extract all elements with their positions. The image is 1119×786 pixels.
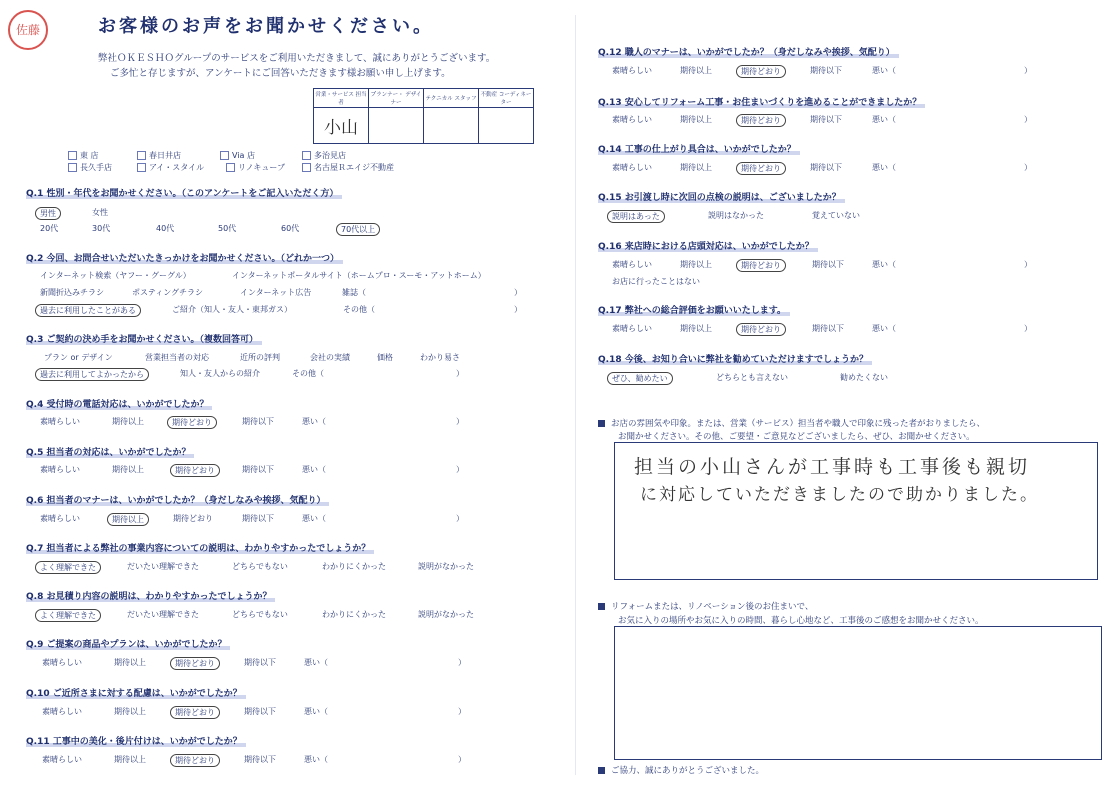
answer-option[interactable]: 期待以上 [114, 658, 146, 667]
question-10: Q.10 ご近所さまに対する配慮は、いかがでしたか？ [26, 686, 246, 699]
answer-option[interactable]: 素晴らしい [612, 115, 652, 124]
answer-option[interactable]: わかりにくかった [322, 562, 386, 571]
answer-option[interactable]: 素晴らしい [612, 260, 652, 269]
answer-option[interactable]: 会社の実績 [310, 353, 350, 362]
answer-option[interactable]: 素晴らしい [612, 324, 652, 333]
question-5: Q.5 担当者の対応は、いかがでしたか？ [26, 445, 194, 458]
staff-table [313, 88, 534, 144]
answer-option[interactable]: 悪い（ [872, 260, 896, 269]
answer-option[interactable]: ご紹介（知人・友人・東邦ガス） [172, 305, 292, 314]
paren-close: ） [456, 417, 464, 426]
answer-option[interactable]: 期待以下 [242, 465, 274, 474]
answer-option[interactable]: 期待以下 [242, 514, 274, 523]
staff-value-realestate[interactable] [479, 108, 534, 144]
answer-option[interactable]: 説明がなかった [418, 562, 474, 571]
answer-option[interactable]: わかり易さ [420, 353, 460, 362]
answer-option[interactable]: だいたい理解できた [127, 610, 199, 619]
answer-option[interactable]: 悪い（ [872, 163, 896, 172]
answer-option[interactable]: 説明がなかった [418, 610, 474, 619]
paren-close: ） [458, 707, 466, 716]
answer-option[interactable]: 期待どおり [173, 514, 213, 523]
checkbox[interactable] [137, 151, 146, 160]
answer-option[interactable]: 期待どおり [736, 65, 786, 78]
comment-box-2[interactable] [614, 626, 1102, 760]
answer-option[interactable]: その他（ [343, 305, 375, 314]
checkbox[interactable] [220, 151, 229, 160]
answer-option[interactable]: 素晴らしい [40, 417, 80, 426]
answer-option[interactable]: 期待どおり [167, 416, 217, 429]
answer-option[interactable]: どちらとも言えない [716, 373, 788, 382]
question-17: Q.17 弊社への総合評価をお願いいたします。 [598, 303, 790, 316]
answer-option[interactable]: 悪い（ [302, 514, 326, 523]
staff-header-planner: プランナー・ デザイナー [369, 89, 424, 108]
square-bullet-icon [598, 603, 605, 610]
checkbox[interactable] [302, 163, 311, 172]
answer-option[interactable]: 期待以上 [680, 260, 712, 269]
paren-close: ） [456, 369, 464, 378]
question-15: Q.15 お引渡し時に次回の点検の説明は、ございましたか？ [598, 190, 845, 203]
intro-line-2: ご多忙と存じますが、アンケートにご回答いただきます様お願い申し上げます。 [110, 68, 451, 79]
checkbox[interactable] [226, 163, 235, 172]
staff-header-sales: 営業・サービス 担当者 [314, 89, 369, 108]
answer-option[interactable]: 期待以下 [242, 417, 274, 426]
question-12: Q.12 職人のマナーは、いかがでしたか？（身だしなみや挨拶、気配り） [598, 45, 899, 58]
answer-option[interactable]: 営業担当者の対応 [145, 353, 209, 362]
answer-option[interactable]: 期待以上 [114, 707, 146, 716]
store-option[interactable]: 春日井店 [137, 150, 181, 161]
question-4: Q.4 受付時の電話対応は、いかがでしたか？ [26, 397, 212, 410]
answer-option[interactable]: 期待以下 [812, 324, 844, 333]
store-option[interactable]: 名古屋Ｒエイジ不動産 [302, 162, 394, 173]
square-bullet-icon [598, 420, 605, 427]
comment-prompt-1: お店の雰囲気や印象。または、営業（サービス）担当者や職人で印象に残った者がおりましたら、 [598, 417, 985, 429]
answer-option[interactable]: 期待以下 [812, 260, 844, 269]
answer-option[interactable]: 説明はあった [607, 210, 665, 223]
store-option[interactable]: アイ・スタイル [137, 162, 204, 173]
answer-option[interactable]: 悪い（ [302, 417, 326, 426]
staff-header-technical: テクニカル スタッフ [424, 89, 479, 108]
answer-option[interactable]: 期待どおり [170, 657, 220, 670]
answer-option[interactable]: 素晴らしい [42, 658, 82, 667]
answer-option[interactable]: 素晴らしい [42, 755, 82, 764]
question-14: Q.14 工事の仕上がり具合は、いかがでしたか？ [598, 142, 800, 155]
page-title: お客様のお声をお聞かせください。 [98, 16, 434, 37]
answer-option[interactable]: 勧めたくない [840, 373, 888, 382]
paren-close: ） [1024, 163, 1032, 172]
store-option[interactable]: 長久手店 [68, 162, 112, 173]
question-3: Q.3 ご契約の決め手をお聞かせください。（複数回答可） [26, 332, 262, 345]
answer-option[interactable]: 悪い（ [872, 66, 896, 75]
answer-option[interactable]: 女性 [92, 208, 108, 217]
answer-option[interactable]: よく理解できた [35, 561, 101, 574]
question-13: Q.13 安心してリフォーム工事・お住まいづくりを進めることができましたか？ [598, 95, 925, 108]
checkbox[interactable] [68, 163, 77, 172]
answer-option[interactable]: よく理解できた [35, 609, 101, 622]
answer-option[interactable]: 覚えていない [812, 211, 860, 220]
answer-option[interactable]: 素晴らしい [40, 514, 80, 523]
question-6: Q.6 担当者のマナーは、いかがでしたか？（身だしなみや挨拶、気配り） [26, 493, 329, 506]
answer-option[interactable]: 期待以上 [680, 163, 712, 172]
answer-option[interactable]: 期待以上 [112, 465, 144, 474]
answer-option[interactable]: どちらでもない [232, 562, 288, 571]
answer-option[interactable]: 期待どおり [170, 464, 220, 477]
paren-close: ） [1024, 260, 1032, 269]
answer-option[interactable]: 期待どおり [736, 114, 786, 127]
square-bullet-icon [598, 767, 605, 774]
answer-option[interactable]: 期待以下 [810, 66, 842, 75]
paren-close: ） [1024, 324, 1032, 333]
answer-option[interactable]: 期待どおり [736, 259, 786, 272]
answer-option[interactable]: 素晴らしい [612, 66, 652, 75]
answer-option[interactable]: 期待どおり [736, 162, 786, 175]
staff-value-planner[interactable] [369, 108, 424, 144]
paren-close: ） [456, 465, 464, 474]
answer-option[interactable]: 新聞折込みチラシ [40, 288, 104, 297]
paren-close: ） [1024, 115, 1032, 124]
answer-option[interactable]: 期待以下 [810, 115, 842, 124]
answer-option[interactable]: 悪い（ [304, 658, 328, 667]
question-2: Q.2 今回、お問合せいただいたきっかけをお聞かせください。（どれか一つ） [26, 251, 343, 264]
answer-option[interactable]: お店に行ったことはない [612, 277, 700, 286]
answer-option[interactable]: 期待以上 [680, 324, 712, 333]
question-18: Q.18 今後、お知り合いに弊社を勧めていただけますでしょうか？ [598, 352, 872, 365]
comment-prompt-2: リフォームまたは、リノベーション後のお住まいで、 [598, 600, 813, 612]
answer-option[interactable]: 期待以下 [810, 163, 842, 172]
answer-option[interactable]: 期待どおり [170, 754, 220, 767]
staff-header-realestate: 不動産 コーディネーター [479, 89, 534, 108]
staff-value-sales[interactable]: 小山 [314, 108, 369, 144]
answer-option[interactable]: 期待どおり [170, 706, 220, 719]
answer-option[interactable]: 素晴らしい [42, 707, 82, 716]
answer-option[interactable]: どちらでもない [232, 610, 288, 619]
answer-option[interactable]: 期待以上 [107, 513, 149, 526]
answer-option[interactable]: 期待以上 [112, 417, 144, 426]
answer-option[interactable]: 30代 [92, 224, 111, 233]
paren-close: ） [1024, 66, 1032, 75]
answer-option[interactable]: 男性 [35, 207, 61, 220]
answer-option[interactable]: ぜひ、勧めたい [607, 372, 673, 385]
answer-option[interactable]: 説明はなかった [708, 211, 764, 220]
answer-option[interactable]: だいたい理解できた [127, 562, 199, 571]
answer-option[interactable]: 素晴らしい [612, 163, 652, 172]
paren-close: ） [514, 305, 522, 314]
store-option[interactable]: 多治見店 [302, 150, 346, 161]
answer-option[interactable]: 悪い（ [872, 115, 896, 124]
staff-value-technical[interactable] [424, 108, 479, 144]
store-option[interactable]: リノキューブ [226, 162, 285, 173]
answer-option[interactable]: インターネットポータルサイト（ホームプロ・スーモ・アットホーム） [232, 271, 486, 280]
checkbox[interactable] [302, 151, 311, 160]
question-11: Q.11 工事中の美化・後片付けは、いかがでしたか？ [26, 734, 246, 747]
answer-option[interactable]: 期待以下 [244, 707, 276, 716]
answer-option[interactable]: 悪い（ [872, 324, 896, 333]
answer-option[interactable]: 素晴らしい [40, 465, 80, 474]
paren-close: ） [514, 288, 522, 297]
stamp-text: 佐藤 [15, 22, 40, 37]
store-option[interactable]: Via 店 [220, 150, 255, 161]
answer-option[interactable]: 40代 [156, 224, 175, 233]
answer-option[interactable]: インターネット広告 [240, 288, 312, 297]
answer-option[interactable]: 雑誌（ [342, 288, 366, 297]
answer-option[interactable]: 50代 [218, 224, 237, 233]
name-seal-stamp [8, 10, 48, 50]
answer-option[interactable]: 悪い（ [302, 465, 326, 474]
question-1: Q.1 性別・年代をお聞かせください。（このアンケートをご記入いただく方） [26, 186, 342, 199]
answer-option[interactable]: 期待以上 [680, 66, 712, 75]
column-divider [575, 15, 576, 775]
answer-option[interactable]: 期待以上 [114, 755, 146, 764]
answer-option[interactable]: 価格 [377, 353, 393, 362]
answer-option[interactable]: 近所の評判 [240, 353, 280, 362]
question-9: Q.9 ご提案の商品やプランは、いかがでしたか？ [26, 637, 230, 650]
comment-prompt-2b: お気に入りの場所やお気に入りの時間、暮らし心地など、工事後のご感想をお聞かせください。 [618, 616, 984, 626]
question-16: Q.16 来店時における店頭対応は、いかがでしたか？ [598, 239, 818, 252]
store-option[interactable]: 東 店 [68, 150, 99, 161]
answer-option[interactable]: 知人・友人からの紹介 [180, 369, 260, 378]
answer-option[interactable]: 期待以上 [680, 115, 712, 124]
answer-option[interactable]: わかりにくかった [322, 610, 386, 619]
paren-close: ） [458, 658, 466, 667]
closing-message: ご協力、誠にありがとうございました。 [598, 764, 764, 776]
answer-option[interactable]: 期待どおり [736, 323, 786, 336]
question-7: Q.7 担当者による弊社の事業内容についての説明は、わかりやすかったでしょうか？ [26, 541, 374, 554]
answer-option[interactable]: 70代以上 [336, 223, 380, 236]
answer-option[interactable]: 期待以下 [244, 658, 276, 667]
checkbox[interactable] [68, 151, 77, 160]
comment-prompt-1b: お聞かせください。その他、ご要望・ご意見などございましたら、ぜひ、お聞かせください。 [618, 432, 975, 442]
answer-option[interactable]: 期待以下 [244, 755, 276, 764]
answer-option[interactable]: 過去に利用したことがある [35, 304, 141, 317]
question-8: Q.8 お見積り内容の説明は、わかりやすかったでしょうか？ [26, 589, 275, 602]
handwritten-comment-line-2: に対応していただきましたので助かりました。 [640, 485, 1039, 505]
paren-close: ） [458, 755, 466, 764]
answer-option[interactable]: プラン or デザイン [44, 353, 113, 362]
answer-option[interactable]: 過去に利用してよかったから [35, 368, 149, 381]
answer-option[interactable]: 悪い（ [304, 755, 328, 764]
answer-option[interactable]: 悪い（ [304, 707, 328, 716]
answer-option[interactable]: ポスティングチラシ [132, 288, 204, 297]
checkbox[interactable] [137, 163, 146, 172]
answer-option[interactable]: その他（ [292, 369, 324, 378]
answer-option[interactable]: インターネット検索（ヤフー・グーグル） [40, 271, 191, 280]
answer-option[interactable]: 20代 [40, 224, 59, 233]
paren-close: ） [456, 514, 464, 523]
answer-option[interactable]: 60代 [281, 224, 300, 233]
handwritten-comment-line-1: 担当の小山さんが工事時も工事後も親切 [634, 456, 1031, 478]
intro-line-1: 弊社ＯＫＥＳＨＯグループのサービスをご利用いただきまして、誠にありがとうございます。 [98, 53, 496, 64]
